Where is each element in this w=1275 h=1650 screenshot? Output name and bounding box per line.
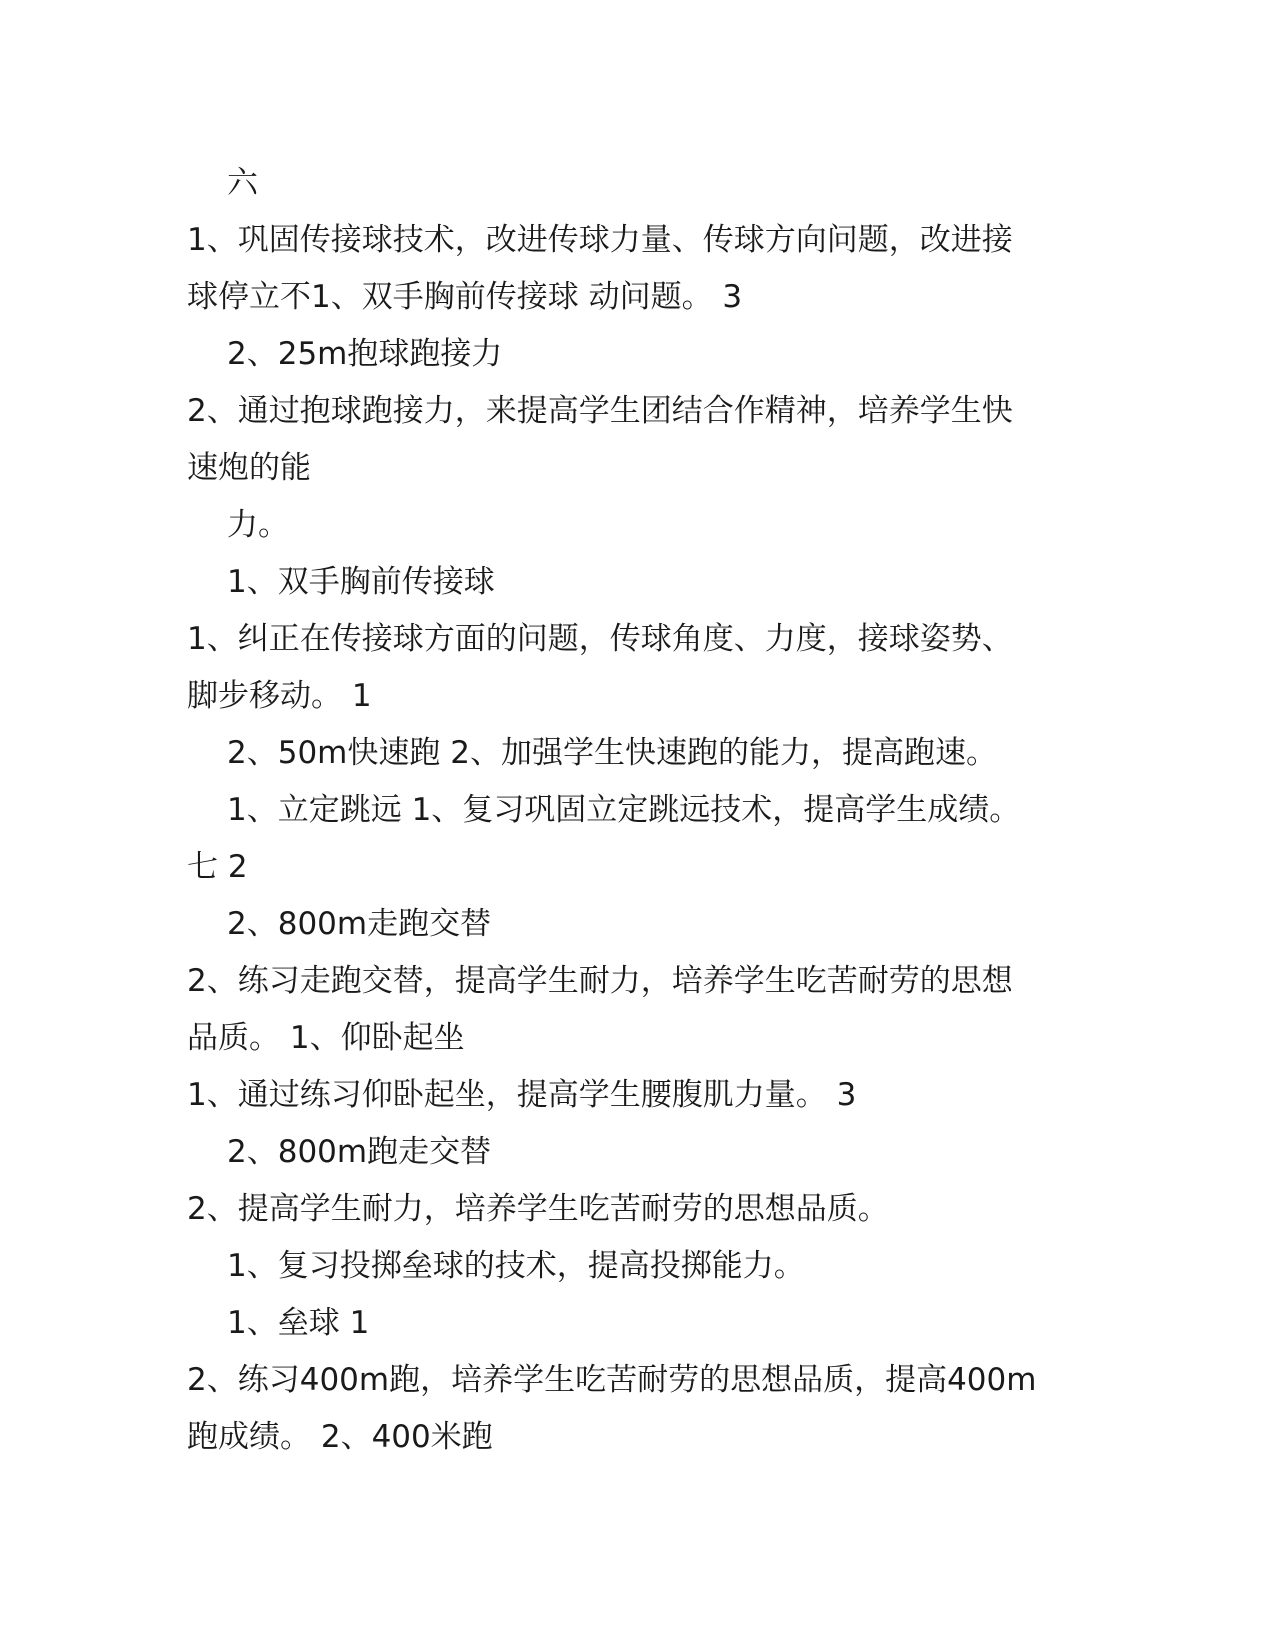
text-line: 2、25m抱球跑接力 bbox=[227, 336, 503, 372]
text-line: 1、纠正在传接球方面的问题，传球角度、力度，接球姿势、 bbox=[187, 621, 1013, 657]
text-line: 1、通过练习仰卧起坐，提高学生腰腹肌力量。 3 bbox=[187, 1077, 857, 1113]
text-line: 2、50m快速跑 2、加强学生快速跑的能力，提高跑速。 bbox=[227, 735, 997, 771]
text-line: 品质。 1、仰卧起坐 bbox=[187, 1020, 465, 1056]
text-line: 2、通过抱球跑接力，来提高学生团结合作精神，培养学生快 bbox=[187, 393, 1013, 429]
text-line: 2、练习400m跑，培养学生吃苦耐劳的思想品质，提高400m bbox=[187, 1362, 1037, 1398]
text-line: 1、立定跳远 1、复习巩固立定跳远技术，提高学生成绩。 bbox=[227, 792, 1021, 828]
document-body bbox=[187, 155, 1087, 1466]
text-line: 1、巩固传接球技术，改进传球力量、传球方向问题，改进接 bbox=[187, 222, 1013, 258]
text-line: 球停立不1、双手胸前传接球 动问题。 3 bbox=[187, 279, 743, 315]
text-line: 脚步移动。 1 bbox=[187, 678, 372, 714]
text-line: 2、800m走跑交替 bbox=[227, 906, 492, 942]
text-line: 力。 bbox=[227, 507, 289, 543]
text-line: 2、800m跑走交替 bbox=[227, 1134, 492, 1170]
text-line: 速炮的能 bbox=[187, 450, 311, 486]
text-line: 七 2 bbox=[187, 849, 248, 885]
text-line: 2、提高学生耐力，培养学生吃苦耐劳的思想品质。 bbox=[187, 1191, 889, 1227]
text-line: 跑成绩。 2、400米跑 bbox=[187, 1419, 493, 1455]
text-line: 六 bbox=[227, 165, 258, 201]
text-line: 1、垒球 1 bbox=[227, 1305, 370, 1341]
text-line: 2、练习走跑交替，提高学生耐力，培养学生吃苦耐劳的思想 bbox=[187, 963, 1013, 999]
text-line: 1、双手胸前传接球 bbox=[227, 564, 495, 600]
text-line: 1、复习投掷垒球的技术，提高投掷能力。 bbox=[227, 1248, 805, 1284]
